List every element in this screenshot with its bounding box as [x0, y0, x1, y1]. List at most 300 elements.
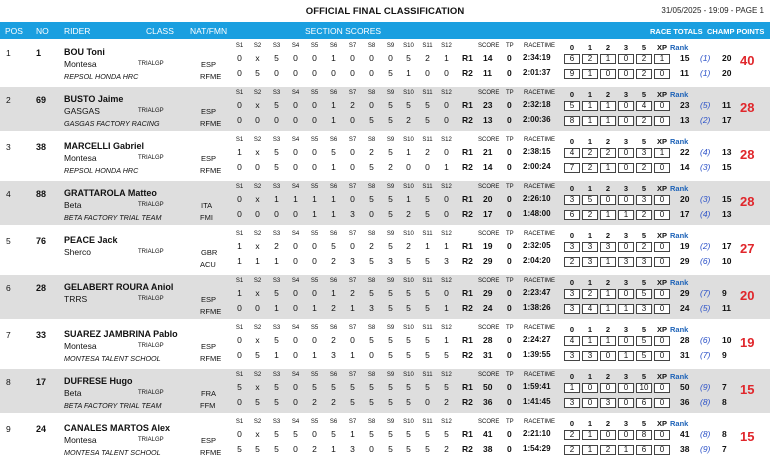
racetime-header: RACETIME: [524, 184, 556, 190]
section-score: 1: [331, 209, 336, 219]
score-header: SCORE: [478, 419, 500, 425]
section-score: 0: [350, 53, 355, 63]
bike-make: Sherco: [64, 247, 91, 257]
section-header: S1: [235, 372, 244, 378]
federation-cell: ACU: [200, 260, 216, 269]
section-score: 0: [237, 100, 242, 110]
nationality-cell: ESP: [201, 295, 217, 304]
section-score: 5: [388, 147, 393, 157]
tp-header: TP: [506, 325, 514, 331]
racetime-header: RACETIME: [524, 231, 556, 237]
penalty-count-box: 3: [564, 289, 580, 299]
section-score: x: [255, 335, 260, 345]
section-header: S2: [253, 419, 262, 425]
penalty-count-box: 3: [618, 257, 634, 267]
rider-row: [0, 228, 770, 272]
class-cell: TRIALGP: [138, 202, 164, 208]
col-nat-header: NAT/FMN: [190, 26, 228, 36]
penalty-count-box: 0: [618, 116, 634, 126]
section-score: 1: [255, 256, 260, 266]
section-header: S7: [348, 278, 357, 284]
section-header: S12: [441, 419, 452, 425]
section-score: 0: [255, 162, 260, 172]
section-score: 3: [388, 256, 393, 266]
section-score: 5: [425, 194, 430, 204]
position-cell: 7: [6, 330, 11, 340]
section-header: S12: [441, 372, 452, 378]
race-champ-points: 20: [722, 53, 732, 63]
class-cell: TRIALGP: [138, 343, 164, 349]
section-score: 0: [444, 68, 449, 78]
section-header: S11: [422, 137, 433, 143]
race-rank: (1): [700, 68, 711, 78]
penalty-count-box: 3: [582, 351, 598, 361]
section-header: S12: [441, 325, 452, 331]
section-score: 1: [350, 303, 355, 313]
section-score: 5: [369, 429, 374, 439]
race-rank: (9): [700, 444, 711, 454]
penalty-count-header: 3: [623, 137, 629, 146]
section-score: x: [255, 288, 260, 298]
race-total: 24: [680, 303, 690, 313]
federation-cell: FMI: [200, 213, 213, 222]
section-header: S8: [367, 137, 376, 143]
section-score: 0: [425, 397, 430, 407]
penalty-count-box: 0: [654, 351, 670, 361]
race-rank: (4): [700, 209, 711, 219]
lap-label: R2: [462, 209, 473, 219]
section-score: 5: [274, 53, 279, 63]
section-header: S6: [329, 325, 338, 331]
section-score: 5: [388, 241, 393, 251]
section-score: 5: [388, 303, 393, 313]
section-score: 5: [350, 397, 355, 407]
bike-make: Beta: [64, 200, 82, 210]
rider-name: BUSTO Jaime: [64, 94, 124, 104]
section-score: 0: [293, 444, 298, 454]
date-page-info: 31/05/2025 - 19:09 - PAGE 1: [661, 6, 764, 15]
penalty-count-box: 0: [600, 195, 616, 205]
section-score: 2: [406, 241, 411, 251]
penalty-count-box: 0: [600, 383, 616, 393]
racetime-header: RACETIME: [524, 90, 556, 96]
section-score: 1: [350, 429, 355, 439]
race-champ-points: 9: [722, 288, 727, 298]
section-score: 0: [237, 209, 242, 219]
penalty-count-box: 0: [654, 257, 670, 267]
team-name: BETA FACTORY TRIAL TEAM: [64, 213, 162, 222]
race-total: 23: [680, 100, 690, 110]
section-header: S5: [310, 184, 319, 190]
race-time: 2:24:27: [523, 335, 551, 344]
penalty-count-box: 0: [618, 69, 634, 79]
penalty-count-header: 1: [587, 231, 593, 240]
section-header: S2: [253, 278, 262, 284]
penalty-count-header: 5: [641, 325, 647, 334]
section-score: 2: [331, 303, 336, 313]
section-score: 0: [350, 162, 355, 172]
penalty-count-box: 2: [600, 148, 616, 158]
section-score: 5: [388, 444, 393, 454]
penalty-count-box: 0: [654, 304, 670, 314]
section-header: S6: [329, 184, 338, 190]
penalty-count-header: XP: [656, 278, 667, 287]
section-score: 5: [274, 288, 279, 298]
section-header: S1: [235, 137, 244, 143]
section-header: S5: [310, 90, 319, 96]
section-header: S5: [310, 278, 319, 284]
race-champ-points: 8: [722, 397, 727, 407]
section-score: 2: [444, 444, 449, 454]
race-rank: (5): [700, 100, 711, 110]
penalty-count-header: 2: [605, 231, 611, 240]
section-score: 1: [237, 241, 242, 251]
time-penalty: 0: [507, 429, 512, 439]
section-header: S6: [329, 137, 338, 143]
section-header: S9: [386, 231, 395, 237]
penalty-count-box: 1: [600, 54, 616, 64]
bib-number-cell: 38: [36, 142, 47, 152]
penalty-count-header: 2: [605, 184, 611, 193]
federation-cell: RFME: [200, 72, 222, 81]
section-score: 0: [293, 303, 298, 313]
section-header: S11: [422, 325, 433, 331]
class-cell: TRIALGP: [138, 155, 164, 161]
section-score: 1: [293, 194, 298, 204]
section-score: 0: [293, 256, 298, 266]
section-score: 5: [237, 382, 242, 392]
score-header: SCORE: [478, 231, 500, 237]
section-score: 0: [444, 288, 449, 298]
penalty-count-header: 1: [587, 43, 593, 52]
federation-cell: FFM: [200, 401, 216, 410]
lap-score: 20: [483, 194, 493, 204]
total-champ-points: 40: [740, 53, 755, 68]
section-score: 0: [237, 115, 242, 125]
bib-number-cell: 24: [36, 424, 47, 434]
section-score: 0: [293, 115, 298, 125]
penalty-count-box: 0: [654, 430, 670, 440]
team-name: MONTESA TALENT SCHOOL: [64, 354, 161, 363]
total-champ-points: 19: [740, 335, 755, 350]
section-score: 3: [350, 256, 355, 266]
race-total: 17: [680, 209, 690, 219]
section-score: 0: [312, 335, 317, 345]
section-header: S10: [403, 231, 414, 237]
section-header: S8: [367, 325, 376, 331]
penalty-count-box: 10: [636, 383, 652, 393]
section-score: 1: [406, 147, 411, 157]
penalty-count-box: 2: [582, 54, 598, 64]
penalty-count-box: 5: [564, 101, 580, 111]
section-score: 2: [331, 335, 336, 345]
race-time: 2:00:24: [523, 162, 551, 171]
penalty-count-header: 0: [569, 372, 575, 381]
section-score: 5: [425, 444, 430, 454]
penalty-count-box: 0: [600, 351, 616, 361]
section-score: 2: [274, 241, 279, 251]
race-time: 1:38:26: [523, 303, 551, 312]
section-score: 1: [350, 350, 355, 360]
lap-label: R1: [462, 194, 473, 204]
race-champ-points: 10: [722, 335, 732, 345]
section-score: 0: [293, 382, 298, 392]
section-score: 1: [406, 194, 411, 204]
penalty-count-box: 0: [618, 148, 634, 158]
penalty-count-box: 3: [582, 242, 598, 252]
tp-header: TP: [506, 372, 514, 378]
section-score: x: [255, 241, 260, 251]
penalty-count-header: 0: [569, 278, 575, 287]
nationality-cell: ESP: [201, 60, 217, 69]
penalty-count-box: 2: [564, 257, 580, 267]
penalty-count-box: 4: [564, 148, 580, 158]
race-time: 1:59:41: [523, 382, 551, 391]
total-champ-points: 28: [740, 194, 755, 209]
time-penalty: 0: [507, 68, 512, 78]
penalty-count-header: XP: [656, 43, 667, 52]
race-total: 29: [680, 256, 690, 266]
section-score: 1: [274, 256, 279, 266]
tp-header: TP: [506, 184, 514, 190]
tp-header: TP: [506, 90, 514, 96]
class-cell: TRIALGP: [138, 249, 164, 255]
penalty-count-header: 2: [605, 325, 611, 334]
race-total: 13: [680, 115, 690, 125]
racetime-header: RACETIME: [524, 43, 556, 49]
position-cell: 6: [6, 283, 11, 293]
penalty-count-box: 3: [582, 257, 598, 267]
section-header: S3: [272, 137, 281, 143]
race-rank: (6): [700, 256, 711, 266]
total-champ-points: 27: [740, 241, 755, 256]
section-score: 2: [444, 397, 449, 407]
penalty-count-box: 3: [636, 148, 652, 158]
race-champ-points: 13: [722, 147, 732, 157]
lap-label: R1: [462, 147, 473, 157]
section-score: 0: [444, 100, 449, 110]
section-score: 0: [388, 53, 393, 63]
section-score: 0: [350, 335, 355, 345]
col-pos-header: POS: [5, 26, 23, 36]
section-score: 0: [255, 303, 260, 313]
race-rank: (5): [700, 303, 711, 313]
section-header: S12: [441, 90, 452, 96]
penalty-count-box: 1: [654, 54, 670, 64]
section-score: 5: [331, 147, 336, 157]
penalty-count-box: 0: [582, 398, 598, 408]
section-score: 1: [444, 335, 449, 345]
position-cell: 8: [6, 377, 11, 387]
section-header: S8: [367, 231, 376, 237]
penalty-count-box: 1: [600, 304, 616, 314]
rider-row: [0, 181, 770, 225]
section-score: 5: [369, 256, 374, 266]
time-penalty: 0: [507, 53, 512, 63]
section-header: S12: [441, 43, 452, 49]
column-header-bar: [0, 22, 770, 39]
penalty-count-box: 5: [636, 351, 652, 361]
section-header: S8: [367, 278, 376, 284]
section-header: S10: [403, 90, 414, 96]
section-header: S2: [253, 43, 262, 49]
rider-row: [0, 322, 770, 366]
bib-number-cell: 76: [36, 236, 47, 246]
section-score: 5: [406, 335, 411, 345]
penalty-count-box: 3: [564, 398, 580, 408]
rider-name: DUFRESE Hugo: [64, 376, 133, 386]
penalty-count-header: 1: [587, 184, 593, 193]
section-header: S4: [291, 231, 300, 237]
rider-name: GRATTAROLA Matteo: [64, 188, 157, 198]
penalty-count-header: 3: [623, 278, 629, 287]
bike-make: Montesa: [64, 59, 97, 69]
penalty-count-header: 2: [605, 278, 611, 287]
time-penalty: 0: [507, 241, 512, 251]
section-header: S9: [386, 43, 395, 49]
section-score: 5: [369, 397, 374, 407]
penalty-count-box: 0: [618, 195, 634, 205]
nationality-cell: ESP: [201, 154, 217, 163]
penalty-count-header: 5: [641, 278, 647, 287]
penalty-count-box: 2: [636, 54, 652, 64]
lap-label: R1: [462, 288, 473, 298]
section-score: 5: [406, 303, 411, 313]
rider-name: SUAREZ JAMBRINA Pablo: [64, 329, 178, 339]
section-header: S11: [422, 184, 433, 190]
section-score: 5: [274, 100, 279, 110]
lap-score: 50: [483, 382, 493, 392]
tp-header: TP: [506, 419, 514, 425]
penalty-count-box: 3: [636, 257, 652, 267]
section-score: 5: [425, 288, 430, 298]
section-score: 1: [331, 53, 336, 63]
bike-make: Beta: [64, 388, 82, 398]
lap-score: 19: [483, 241, 493, 251]
race-champ-points: 15: [722, 162, 732, 172]
nationality-cell: FRA: [201, 389, 216, 398]
position-cell: 9: [6, 424, 11, 434]
section-header: S7: [348, 90, 357, 96]
race-total: 36: [680, 397, 690, 407]
penalty-count-box: 9: [564, 69, 580, 79]
race-time: 1:41:45: [523, 397, 551, 406]
penalty-count-box: 0: [654, 210, 670, 220]
section-header: S9: [386, 137, 395, 143]
section-header: S9: [386, 90, 395, 96]
penalty-count-box: 1: [582, 445, 598, 455]
section-score: 1: [312, 303, 317, 313]
nationality-cell: ESP: [201, 107, 217, 116]
section-score: 1: [331, 194, 336, 204]
section-header: S12: [441, 137, 452, 143]
tp-header: TP: [506, 278, 514, 284]
class-cell: TRIALGP: [138, 108, 164, 114]
bib-number-cell: 69: [36, 95, 47, 105]
section-header: S5: [310, 231, 319, 237]
penalty-count-box: 0: [654, 116, 670, 126]
race-champ-points: 11: [722, 303, 731, 313]
penalty-count-box: 2: [564, 430, 580, 440]
penalty-count-box: 1: [582, 430, 598, 440]
team-name: MONTESA TALENT SCHOOL: [64, 448, 161, 457]
section-score: 2: [350, 100, 355, 110]
penalty-count-header: 2: [605, 43, 611, 52]
nationality-cell: ITA: [201, 201, 213, 210]
section-header: S1: [235, 325, 244, 331]
section-header: S4: [291, 278, 300, 284]
federation-cell: RFME: [200, 448, 222, 457]
race-total: 15: [680, 53, 690, 63]
section-score: x: [255, 382, 260, 392]
penalty-count-header: 1: [587, 372, 593, 381]
section-header: S6: [329, 372, 338, 378]
section-score: 5: [425, 382, 430, 392]
penalty-count-box: 0: [618, 430, 634, 440]
penalty-count-box: 0: [618, 383, 634, 393]
section-score: 2: [331, 397, 336, 407]
racetime-header: RACETIME: [524, 419, 556, 425]
section-header: S11: [422, 372, 433, 378]
penalty-count-box: 1: [600, 289, 616, 299]
section-score: 0: [293, 288, 298, 298]
section-score: 5: [425, 256, 430, 266]
section-score: 0: [369, 209, 374, 219]
section-score: 1: [312, 209, 317, 219]
penalty-count-box: 6: [636, 398, 652, 408]
section-header: S10: [403, 184, 414, 190]
penalty-count-box: 0: [582, 383, 598, 393]
lap-score: 14: [483, 162, 493, 172]
section-score: 5: [388, 68, 393, 78]
penalty-count-header: 0: [569, 184, 575, 193]
section-score: 5: [388, 209, 393, 219]
lap-label: R1: [462, 429, 473, 439]
section-score: 5: [425, 209, 430, 219]
racetime-header: RACETIME: [524, 325, 556, 331]
race-champ-points: 7: [722, 444, 727, 454]
page-title: OFFICIAL FINAL CLASSIFICATION: [305, 6, 465, 17]
penalty-count-box: 2: [582, 163, 598, 173]
race-champ-points: 8: [722, 429, 727, 439]
section-header: S2: [253, 325, 262, 331]
bib-number-cell: 88: [36, 189, 47, 199]
section-score: 0: [237, 429, 242, 439]
section-score: 0: [237, 350, 242, 360]
penalty-count-header: XP: [656, 184, 667, 193]
race-rank: (6): [700, 335, 711, 345]
section-score: 0: [331, 68, 336, 78]
penalty-count-box: 1: [582, 336, 598, 346]
penalty-count-box: 0: [654, 163, 670, 173]
time-penalty: 0: [507, 115, 512, 125]
section-score: 0: [350, 241, 355, 251]
section-score: 0: [293, 100, 298, 110]
penalty-count-box: 0: [654, 101, 670, 111]
nationality-cell: ESP: [201, 436, 217, 445]
penalty-count-header: 2: [605, 419, 611, 428]
section-score: 5: [406, 256, 411, 266]
section-score: 2: [350, 288, 355, 298]
section-score: 5: [388, 382, 393, 392]
penalty-count-header: 3: [623, 184, 629, 193]
section-header: S6: [329, 43, 338, 49]
penalty-count-header: 2: [605, 137, 611, 146]
tp-header: TP: [506, 43, 514, 49]
race-champ-points: 13: [722, 209, 732, 219]
section-score: 1: [331, 288, 336, 298]
section-header: S5: [310, 43, 319, 49]
